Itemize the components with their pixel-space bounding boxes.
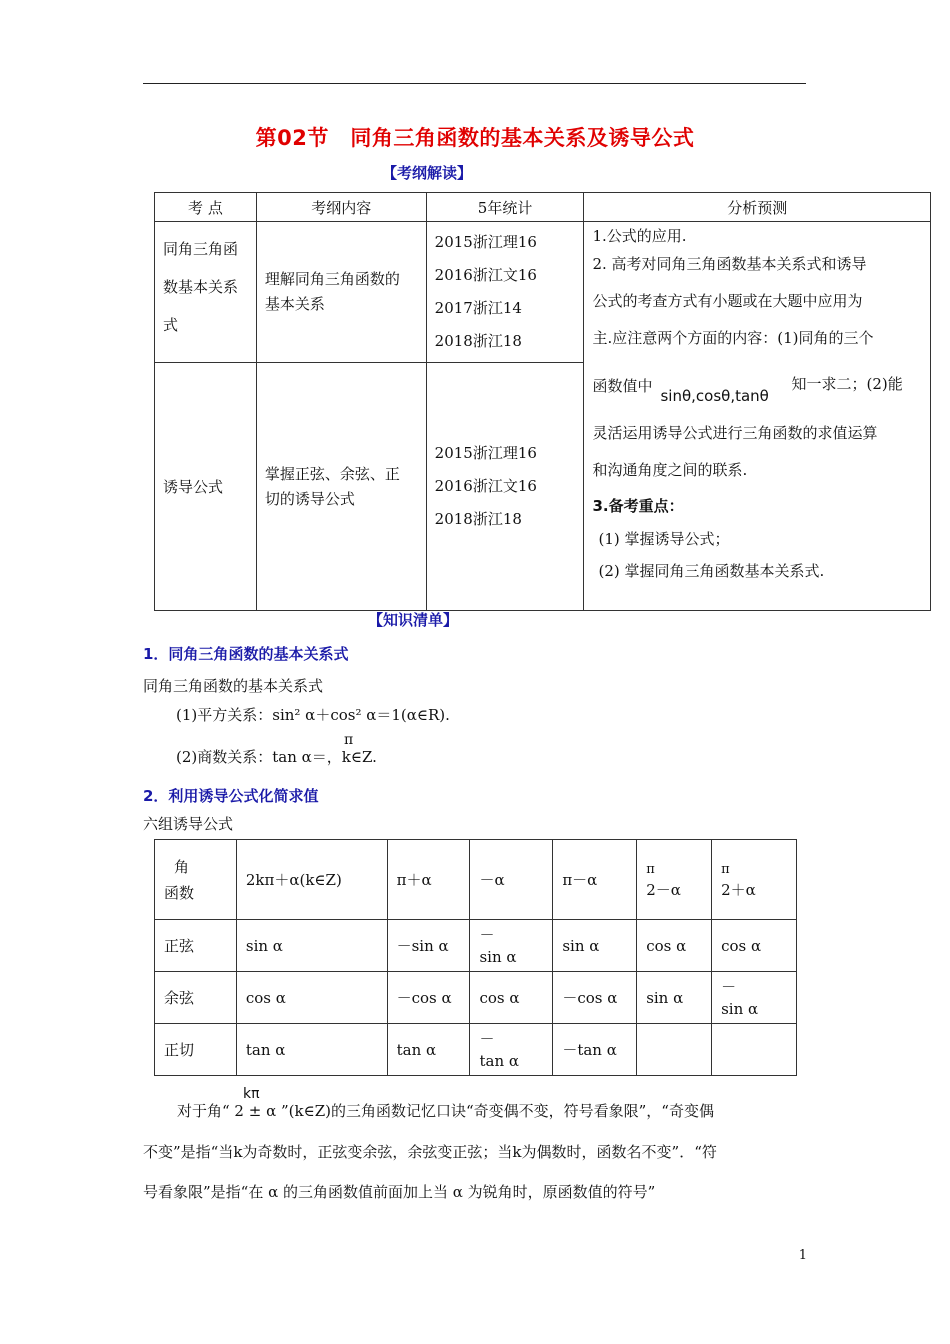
mnemonic-line: 不变”是指“当k为奇数时，正弦变余弦，余弦变正弦；当k为偶数时，函数名不变”．“符 (143, 1143, 717, 1161)
corner-angle: 角 (174, 857, 190, 876)
outline-content-cell (256, 222, 426, 363)
col-header: π－α (553, 840, 637, 920)
table-cell: cos α (712, 920, 797, 972)
outline-row-basic (155, 222, 931, 363)
analysis-line: 灵活运用诱导公式进行三角函数的求值运算 (592, 424, 878, 442)
section2-intro: 六组诱导公式 (143, 815, 234, 833)
square-relation: (1)平方关系：sin² α＋cos² α＝1(α∈R). (176, 706, 450, 724)
row-name: 余弦 (155, 972, 237, 1024)
table-cell (470, 1024, 553, 1076)
outline-label: 【考纲解读】 (382, 164, 473, 182)
topic-line: 式 (163, 316, 179, 334)
col-header: π＋α (387, 840, 470, 920)
col-header-pi: π (721, 861, 730, 877)
page-number: 1 (798, 1248, 807, 1263)
table-cell: －tan α (553, 1024, 637, 1076)
analysis-line: 和沟通角度之间的联系. (592, 461, 748, 479)
stat-item: 2016浙江文16 (434, 266, 537, 284)
trig-formula: sinθ,cosθ,tanθ (660, 387, 769, 405)
content-line: 基本关系 (264, 295, 325, 313)
pi-mark: π (344, 732, 354, 748)
outline-topic-cell (155, 222, 257, 363)
analysis-formula-line (592, 357, 922, 415)
mnemonic-line: 对于角“ 2 ± α ”(k∈Z)的三角函数记忆口诀“奇变偶不变，符号看象限”，“奇变偶 (177, 1102, 714, 1120)
outline-header-row (155, 193, 931, 222)
analysis-line: 主.应注意两个方面的内容：(1)同角的三个 (592, 329, 874, 347)
analysis-line: 公式的考查方式有小题或在大题中应用为 (592, 292, 863, 310)
table-cell: －cos α (387, 972, 470, 1024)
topic-line: 同角三角函 (163, 240, 239, 258)
outline-header-topic: 考 点 (155, 193, 257, 222)
topic-line: 诱导公式 (163, 478, 224, 496)
table-cell (712, 972, 797, 1024)
page-title: 第02节 同角三角函数的基本关系及诱导公式 (255, 126, 695, 150)
induction-header-row (155, 840, 797, 920)
stat-item: 2018浙江18 (434, 332, 522, 350)
content-line: 理解同角三角函数的 (264, 270, 400, 288)
cell-line: tan α (479, 1051, 519, 1070)
topic-line: 数基本关系 (163, 278, 239, 296)
outline-table (154, 192, 931, 611)
stat-item: 2015浙江理16 (434, 233, 537, 251)
col-header-pi: π (646, 861, 655, 877)
outline-header-content: 考纲内容 (256, 193, 426, 222)
analysis-line: 2. 高考对同角三角函数基本关系式和诱导 (592, 255, 867, 273)
col-header (712, 840, 797, 920)
cell-line: sin α (479, 947, 517, 966)
table-cell: cos α (236, 972, 387, 1024)
col-header: －α (470, 840, 553, 920)
row-name: 正切 (155, 1024, 237, 1076)
row-name: 正弦 (155, 920, 237, 972)
table-cell (637, 1024, 712, 1076)
table-cell: cos α (637, 920, 712, 972)
cell-line: sin α (721, 999, 759, 1018)
analysis-line: 1.公式的应用. (592, 227, 687, 245)
outline-header-stats: 5年统计 (426, 193, 584, 222)
stat-item: 2016浙江文16 (434, 477, 537, 495)
table-cell: －sin α (387, 920, 470, 972)
table-cell (470, 920, 553, 972)
corner-cell (155, 840, 237, 920)
mnemonic-line: 号看象限”是指“在 α 的三角函数值前面加上当 α 为锐角时，原函数值的符号” (143, 1183, 656, 1201)
analysis-line: 3.备考重点： (592, 497, 684, 515)
induction-row-sin (155, 920, 797, 972)
corner-function: 函数 (164, 883, 195, 902)
outline-stats-cell (426, 363, 584, 611)
table-cell: sin α (553, 920, 637, 972)
outline-stats-cell (426, 222, 584, 363)
table-cell: tan α (236, 1024, 387, 1076)
content-line: 掌握正弦、余弦、正 (264, 464, 400, 483)
table-cell: cos α (470, 972, 553, 1024)
table-cell: －cos α (553, 972, 637, 1024)
cell-line: － (479, 1029, 495, 1048)
outline-header-analysis: 分析预测 (584, 193, 931, 222)
header-rule (143, 83, 806, 84)
analysis-line: (2) 掌握同角三角函数基本关系式. (598, 562, 825, 580)
cell-line: － (721, 977, 737, 996)
stat-item: 2017浙江14 (434, 299, 522, 317)
table-cell: sin α (236, 920, 387, 972)
col-header: 2kπ＋α(k∈Z) (236, 840, 387, 920)
content-line: 切的诱导公式 (264, 489, 355, 508)
quotient-relation: (2)商数关系：tan α＝，k∈Z. (176, 748, 377, 766)
kpi-mark: kπ (243, 1086, 260, 1102)
section1-heading: 1．同角三角函数的基本关系式 (143, 645, 349, 663)
section1-intro: 同角三角函数的基本关系式 (143, 677, 324, 695)
col-header (637, 840, 712, 920)
stat-item: 2018浙江18 (434, 510, 522, 528)
induction-row-tan (155, 1024, 797, 1076)
section2-heading: 2．利用诱导公式化简求值 (143, 787, 319, 805)
cell-line: － (479, 925, 495, 944)
knowledge-label: 【知识清单】 (368, 611, 459, 629)
outline-content-cell (256, 363, 426, 611)
col-header-expr: 2＋α (721, 880, 756, 899)
outline-analysis-cell (584, 222, 931, 611)
analysis-line: (1) 掌握诱导公式； (598, 530, 730, 548)
col-header-expr: 2－α (646, 880, 681, 899)
table-cell (712, 1024, 797, 1076)
stat-item: 2015浙江理16 (434, 444, 537, 462)
table-cell: sin α (637, 972, 712, 1024)
induction-table (154, 839, 797, 1076)
analysis-line: 知一求二；(2)能 (791, 375, 903, 393)
analysis-line: 函数值中 (592, 377, 653, 395)
induction-row-cos (155, 972, 797, 1024)
outline-topic-cell (155, 363, 257, 611)
table-cell: tan α (387, 1024, 470, 1076)
